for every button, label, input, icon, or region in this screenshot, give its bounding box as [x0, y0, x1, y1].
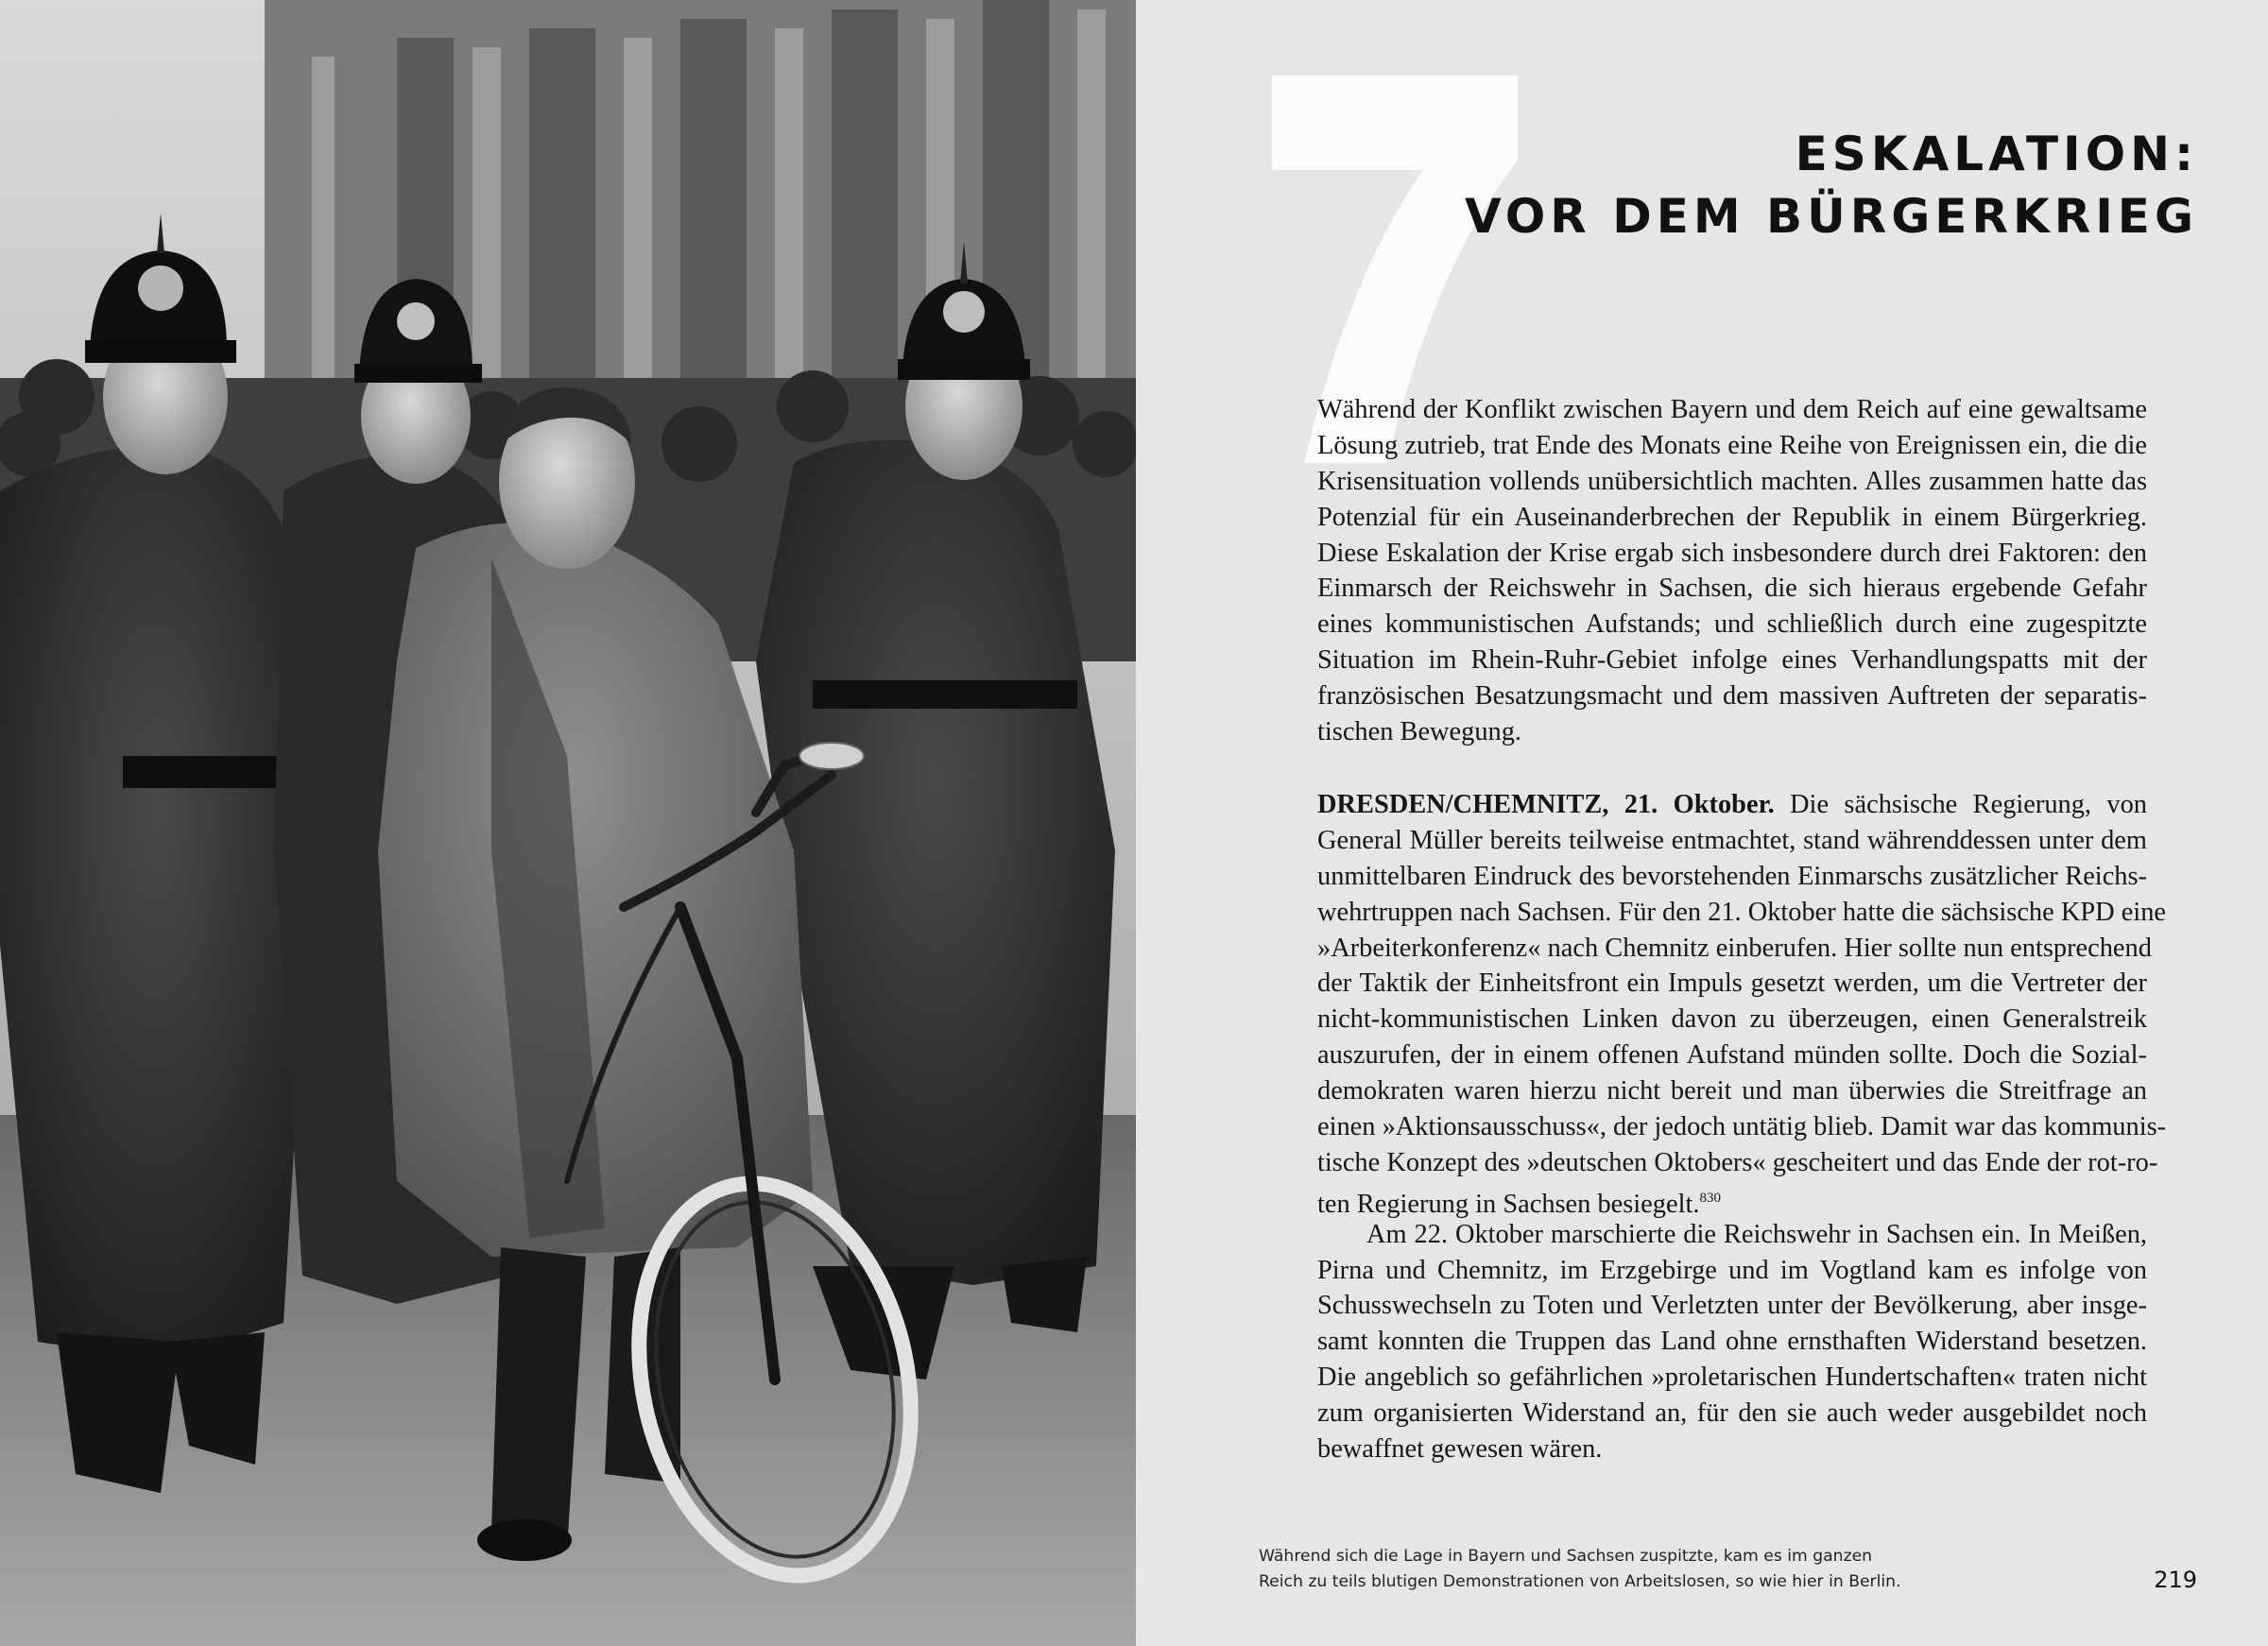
text-line: »Arbeiterkonferenz« nach Chemnitz einberufen. Hier sollte nun entsprechend	[1317, 933, 2152, 963]
text-line	[1317, 1181, 2147, 1217]
text-line: Während der Konflikt zwischen Bayern und dem Reich auf eine gewaltsame	[1317, 395, 2147, 424]
chapter-title-line: ESKALATION:	[1795, 127, 2198, 181]
text-line: zum organisierten Widerstand an, für den sie auch weder ausgebildet noch	[1317, 1398, 2147, 1429]
text-line: Lösung zutrieb, trat Ende des Monats eine Reihe von Ereignissen ein, die die	[1317, 430, 2147, 460]
text-line: Krisensituation vollends unübersichtlich machten. Alles zusammen hatte das	[1317, 466, 2147, 496]
text-line: nicht-kommunistischen Linken davon zu überzeugen, einen Generalstreik	[1317, 1004, 2147, 1035]
chapter-title-line: VOR DEM BÜRGERKRIEG	[1464, 189, 2198, 244]
photo-caption	[1259, 1544, 1901, 1595]
text-line: französischen Besatzungsmacht und dem massiven Auftreten der separatis-	[1317, 681, 2147, 712]
text-line: einen »Aktionsausschuss«, der jedoch untätig blieb. Damit war das kommunis-	[1317, 1112, 2167, 1142]
paragraph-intro	[1317, 392, 2147, 750]
caption-line: Während sich die Lage in Bayern und Sachsen zuspitzte, kam es im ganzen	[1259, 1547, 1873, 1566]
text-line: eines kommunistischen Aufstands; und schließlich durch eine zugespitzte	[1317, 609, 2147, 640]
text-line: demokraten waren hierzu nicht bereit und man überwies die Streitfrage an	[1317, 1076, 2147, 1106]
text-line: tischen Bewegung.	[1317, 717, 1522, 747]
text-span: Die sächsische Regierung, von	[1774, 790, 2147, 819]
text-line: Situation im Rhein-Ruhr-Gebiet infolge eines Verhandlungspatts mit der	[1317, 645, 2147, 676]
text-line: Diese Eskalation der Krise ergab sich insbesondere durch drei Faktoren: den	[1317, 538, 2147, 568]
text-page	[1136, 0, 2268, 1646]
text-line: tische Konzept des »deutschen Oktobers« gescheitert und das Ende der rot-ro-	[1317, 1147, 2158, 1177]
text-line: Potenzial für ein Auseinanderbrechen der Republik in einem Bürgerkrieg.	[1317, 502, 2147, 532]
page-number: 219	[2154, 1567, 2197, 1593]
text-line	[1317, 787, 2147, 823]
text-line: Pirna und Chemnitz, im Erzgebirge und im Vogtland kam es infolge von	[1317, 1255, 2147, 1285]
text-line: bewaffnet gewesen wären.	[1317, 1434, 1603, 1465]
text-line: auszurufen, der in einem offenen Aufstand münden sollte. Doch die Sozial-	[1317, 1040, 2147, 1071]
chapter-title	[1465, 123, 2198, 248]
text-line: Einmarsch der Reichswehr in Sachsen, die sich hieraus ergebende Gefahr	[1317, 574, 2147, 604]
text-line: General Müller bereits teilweise entmachtet, stand währenddessen unter dem	[1317, 825, 2147, 855]
text-line: wehrtruppen nach Sachsen. Für den 21. Oktober hatte die sächsische KPD eine	[1317, 897, 2166, 927]
text-line: Schusswechseln zu Toten und Verletzten unter der Bevölkerung, aber insge-	[1317, 1291, 2147, 1321]
text-line: unmittelbaren Eindruck des bevorstehenden Einmarschs zusätzlicher Reichs-	[1317, 861, 2147, 891]
footnote-marker: 830	[1699, 1190, 1721, 1206]
text-line: samt konnten die Truppen das Land ohne ernsthaften Widerstand besetzen.	[1317, 1327, 2147, 1357]
text-line: Die angeblich so gefährlichen »proletarischen Hundertschaften« traten nicht	[1317, 1363, 2147, 1393]
text-span: ten Regierung in Sachsen besiegelt.	[1317, 1189, 1700, 1219]
text-line: Am 22. Oktober marschierte die Reichswehr in Sachsen ein. In Meißen,	[1366, 1219, 2147, 1249]
text-line: der Taktik der Einheitsfront ein Impuls gesetzt werden, um die Vertreter der	[1317, 969, 2147, 999]
caption-line: Reich zu teils blutigen Demonstrationen von Arbeitslosen, so wie hier in Berlin.	[1259, 1572, 1901, 1591]
section-heading: DRESDEN/CHEMNITZ, 21. Oktober.	[1317, 790, 1775, 819]
paragraph-dresden-chemnitz	[1317, 787, 2167, 1467]
